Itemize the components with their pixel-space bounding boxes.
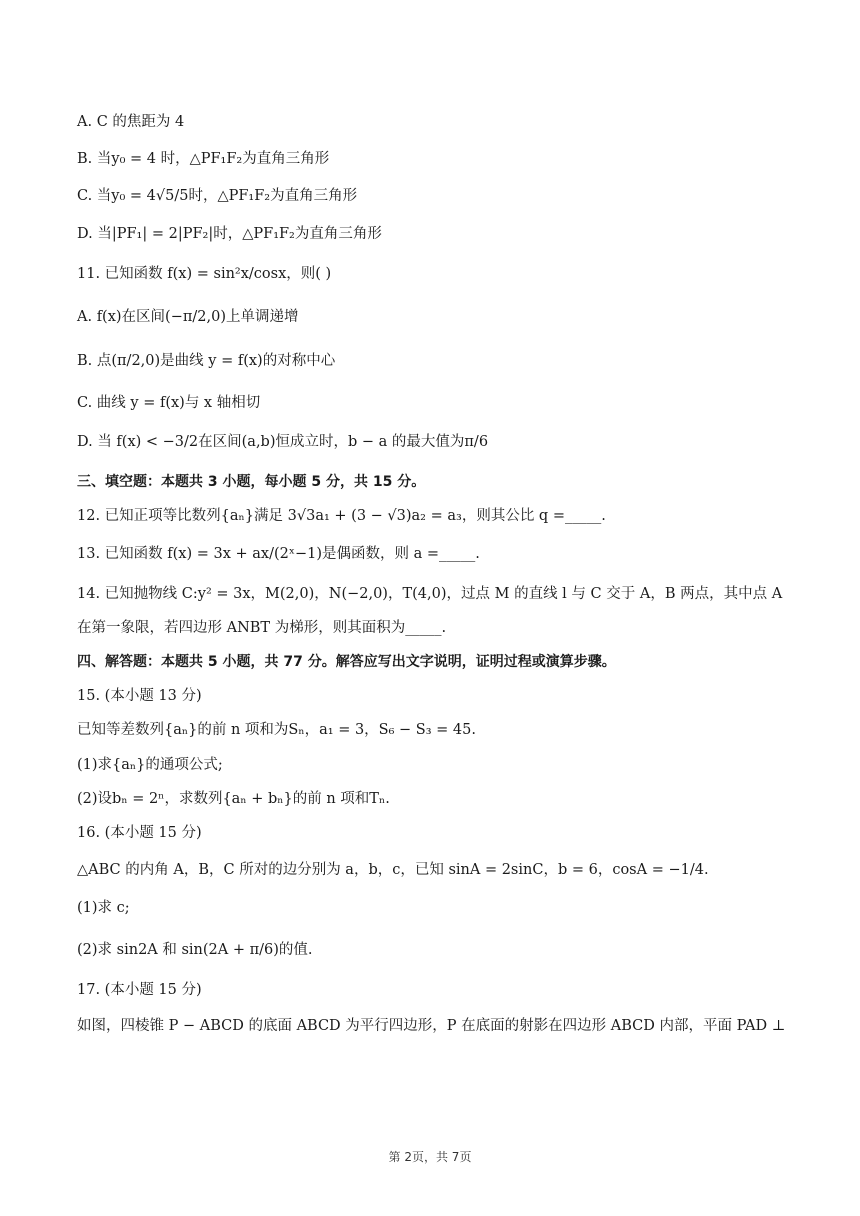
option-10d: D. 当|PF₁| = 2|PF₂|时，△PF₁F₂为直角三角形 <box>77 226 382 242</box>
question-15-header: 15. (本小题 13 分) <box>77 688 202 704</box>
question-12: 12. 已知正项等比数列{aₙ}满足 3√3a₁ + (3 − √3)a₂ = a₃，则其公比 q =_____. <box>77 508 606 524</box>
option-11a: A. f(x)在区间(−π/2,0)上单调递增 <box>77 309 299 325</box>
question-14-line1: 14. 已知抛物线 C:y² = 3x，M(2,0)，N(−2,0)，T(4,0)，过点 M 的直线 l 与 C 交于 A，B 两点，其中点 A <box>77 586 783 602</box>
section-heading-solutions: 四、解答题：本题共 5 小题，共 77 分。解答应写出文字说明，证明过程或演算步骤。 <box>77 654 616 670</box>
question-17-header: 17. (本小题 15 分) <box>77 982 202 998</box>
option-11c: C. 曲线 y = f(x)与 x 轴相切 <box>77 395 261 411</box>
section-heading-fill-in: 三、填空题：本题共 3 小题，每小题 5 分，共 15 分。 <box>77 474 426 490</box>
question-16-part1: (1)求 c; <box>77 900 130 916</box>
page-footer: 第 2页，共 7页 <box>388 1150 472 1164</box>
option-10a: A. C 的焦距为 4 <box>77 114 185 130</box>
question-15-part2: (2)设bₙ = 2ⁿ，求数列{aₙ + bₙ}的前 n 项和Tₙ. <box>77 791 390 807</box>
question-16-stem: △ABC 的内角 A，B，C 所对的边分别为 a，b，c，已知 sinA = 2sinC，b = 6，cosA = −1/4. <box>77 862 709 878</box>
question-15-part1: (1)求{aₙ}的通项公式; <box>77 757 223 773</box>
question-14-line2: 在第一象限，若四边形 ANBT 为梯形，则其面积为_____. <box>77 620 447 636</box>
question-16-part2: (2)求 sin2A 和 sin(2A + π/6)的值. <box>77 942 313 958</box>
question-16-header: 16. (本小题 15 分) <box>77 825 202 841</box>
option-11d: D. 当 f(x) < −3/2在区间(a,b)恒成立时，b − a 的最大值为π/6 <box>77 434 489 450</box>
question-15-stem: 已知等差数列{aₙ}的前 n 项和为Sₙ，a₁ = 3，S₆ − S₃ = 45. <box>77 722 476 738</box>
question-13: 13. 已知函数 f(x) = 3x + ax/(2ˣ−1)是偶函数，则 a =_____. <box>77 546 480 562</box>
option-10b: B. 当y₀ = 4 时，△PF₁F₂为直角三角形 <box>77 151 330 167</box>
question-11: 11. 已知函数 f(x) = sin²x/cosx，则( ) <box>77 266 332 282</box>
option-10c: C. 当y₀ = 4√5/5时，△PF₁F₂为直角三角形 <box>77 188 358 204</box>
option-11b: B. 点(π/2,0)是曲线 y = f(x)的对称中心 <box>77 353 336 369</box>
question-17-stem: 如图，四棱锥 P − ABCD 的底面 ABCD 为平行四边形，P 在底面的射影在四边形 ABCD 内部，平面 PAD ⊥ <box>77 1018 786 1034</box>
